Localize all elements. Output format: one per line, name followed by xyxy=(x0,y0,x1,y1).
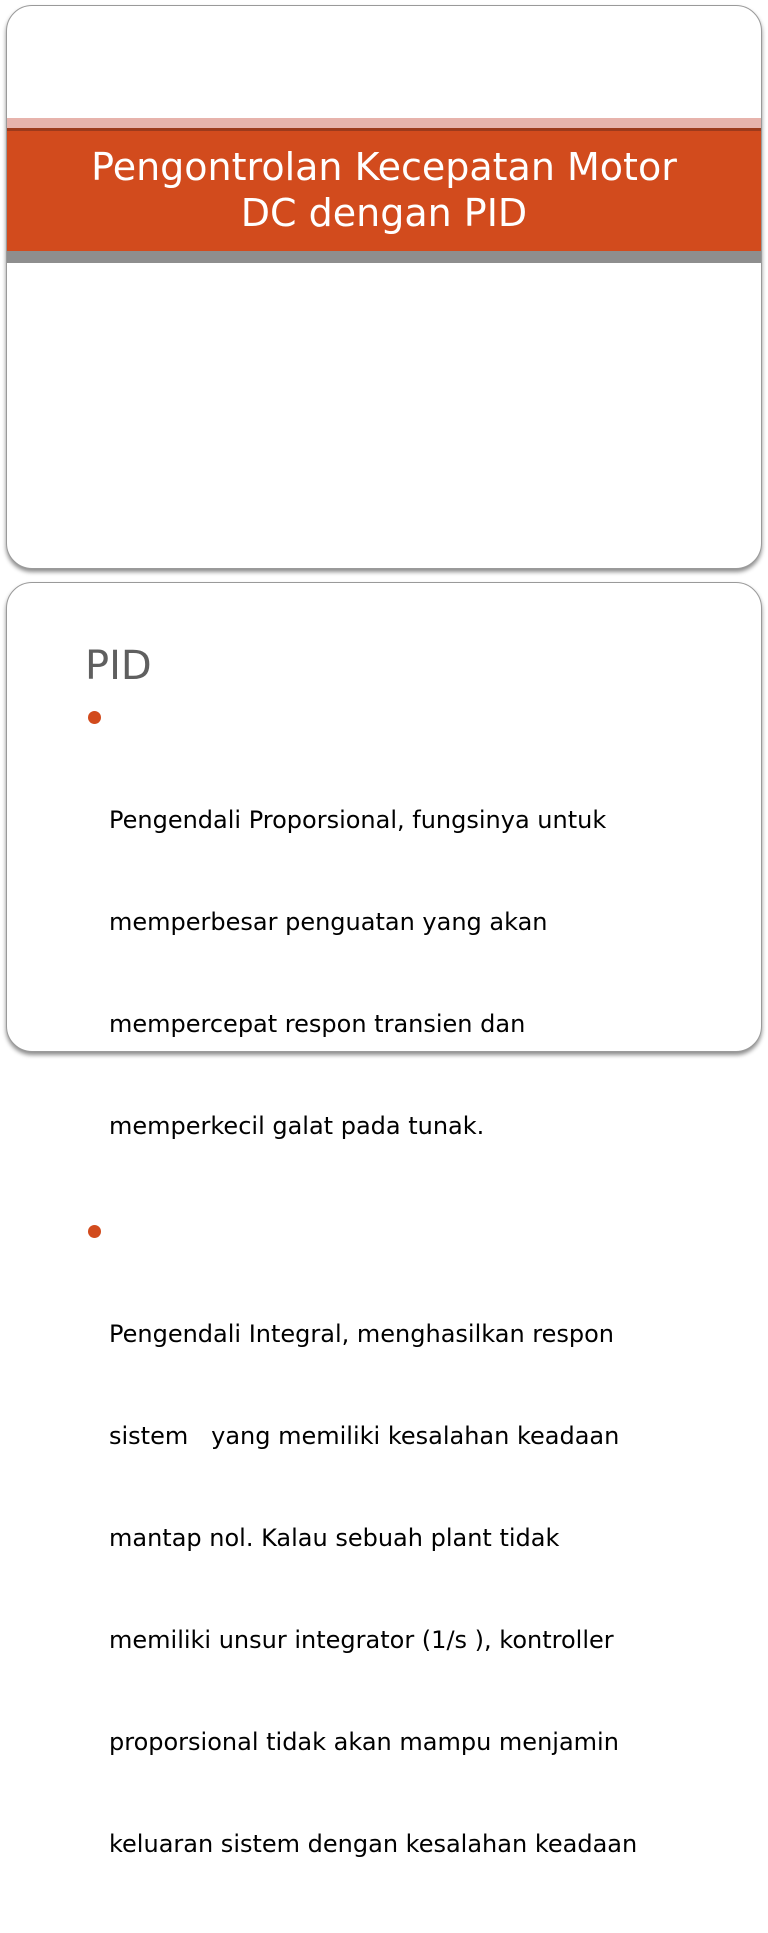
bullet-line: sistem yang memiliki kesalahan keadaan xyxy=(109,1422,620,1450)
slide-title-line-2: DC dengan PID xyxy=(240,191,528,235)
bullet-line: memperbesar penguatan yang akan xyxy=(109,908,548,936)
bullet-item-proporsional xyxy=(87,701,747,1211)
bullet-line: mempercepat respon transien dan xyxy=(109,1010,526,1038)
title-band-bottom-stripe xyxy=(7,251,761,263)
title-slide xyxy=(6,5,762,569)
content-heading: PID xyxy=(85,643,152,689)
bullet-line: memperkecil galat pada tunak. xyxy=(109,1112,485,1140)
content-slide xyxy=(6,582,762,1858)
bullet-line: proporsional tidak akan mampu menjamin xyxy=(109,1728,619,1756)
title-band xyxy=(7,131,761,251)
bullet-line: Pengendali Proporsional, fungsinya untuk xyxy=(109,806,607,834)
bullet-line: memiliki unsur integrator (1/s ), kontroller xyxy=(109,1626,614,1654)
bullet-item-integral xyxy=(87,1215,747,1929)
bullet-dot-icon xyxy=(88,711,101,724)
bullet-list xyxy=(87,701,747,1933)
slide-title-line-1: Pengontrolan Kecepatan Motor xyxy=(91,145,677,190)
slide-title xyxy=(34,145,734,236)
bullet-line: Pengendali Integral, menghasilkan respon xyxy=(109,1320,615,1348)
title-band-top-accent xyxy=(7,118,761,128)
bullet-line: mantap nol. Kalau sebuah plant tidak xyxy=(109,1524,560,1552)
bullet-line: keluaran sistem dengan kesalahan keadaan xyxy=(109,1830,638,1858)
bullet-dot-icon xyxy=(88,1225,101,1238)
